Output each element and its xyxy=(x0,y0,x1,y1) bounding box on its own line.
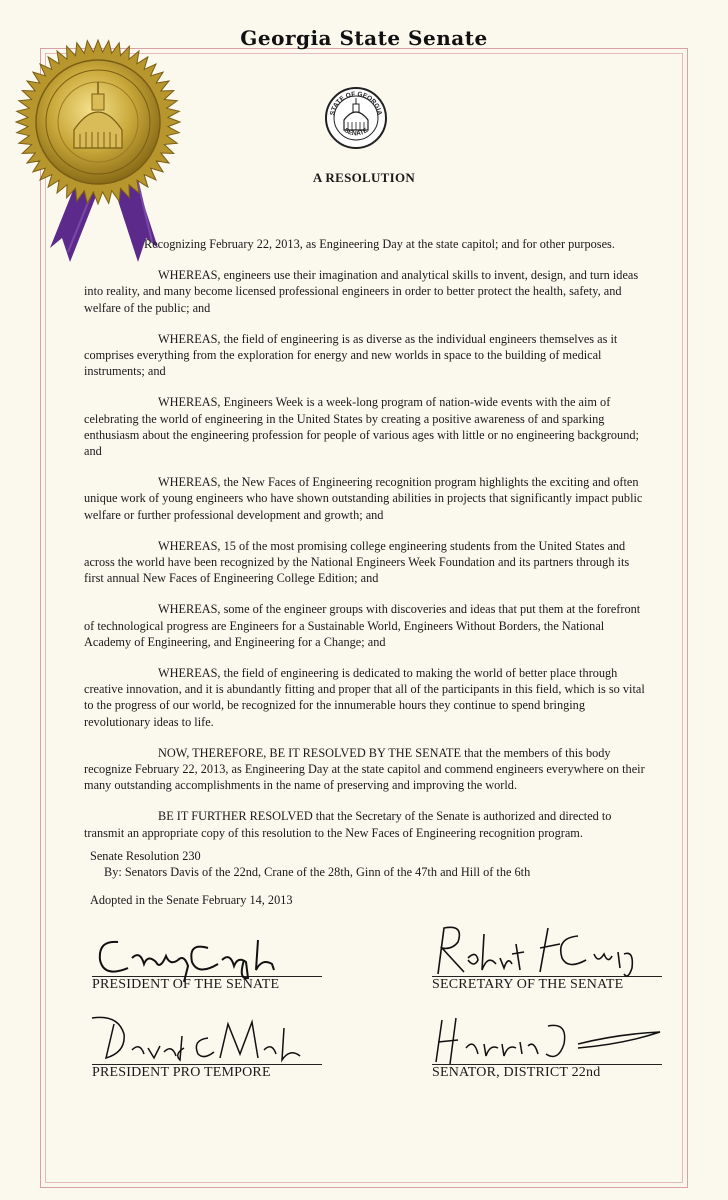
handwritten-signature-icon xyxy=(88,1004,328,1074)
pro-tempore-signature-block xyxy=(92,1064,322,1081)
secretary-signature-block xyxy=(432,976,662,993)
senate-seal-icon xyxy=(324,86,388,150)
resolution-heading: A RESOLUTION xyxy=(312,170,416,185)
resolution-paragraph: WHEREAS, the field of engineering is dedicated to making the world of better place through creative innovation, and it is abundantly fitting and proper that all of the participants in this field, which is so vital to the progress of our world, be recognized for the innumerable hours they continue to spend bringing revolutionary ideas to life. xyxy=(84,666,645,729)
resolution-paragraph: WHEREAS, engineers use their imagination and analytical skills to invent, design, and turn ideas into reality, and many become licensed professional engineers in order to better protect the health, safety, and welfare of the public; and xyxy=(84,268,639,315)
resolution-paragraph: BE IT FURTHER RESOLVED that the Secretary of the Senate is authorized and directed to transmit an appropriate copy of this resolution to the New Faces of Engineering recognition program. xyxy=(84,809,612,840)
resolution-paragraph: NOW, THEREFORE, BE IT RESOLVED BY THE SENATE that the members of this body recognize February 22, 2013, as Engineering Day at the state capitol and commend engineers everywhere on their many outstanding accomplishments in the name of preserving and improving the world. xyxy=(84,745,645,793)
resolution-body xyxy=(84,236,650,856)
secretary-title: SECRETARY OF THE SENATE xyxy=(432,977,624,992)
resolution-sponsors: By: Senators Davis of the 22nd, Crane of the 28th, Ginn of the 47th and Hill of the 6th xyxy=(104,865,531,879)
handwritten-signature-icon xyxy=(88,920,328,990)
resolution-number: Senate Resolution 230 xyxy=(90,849,201,863)
handwritten-signature-icon xyxy=(428,914,668,984)
pro-tempore-title: PRESIDENT PRO TEMPORE xyxy=(92,1065,271,1080)
president-title: PRESIDENT OF THE SENATE xyxy=(92,977,280,992)
resolution-paragraph: WHEREAS, 15 of the most promising college engineering students from the United States and across the world have been recognized by the National Engineers Week Foundation and its partners through its first annual New Faces of Engineering College Edition; and xyxy=(84,538,630,586)
senator-title: SENATOR, DISTRICT 22nd xyxy=(432,1065,601,1080)
seal-text-top: STATE OF GEORGIA xyxy=(329,90,383,117)
resolution-paragraph: WHEREAS, the field of engineering is as diverse as the individual engineers themselves as it comprises everything from the exploration for energy and new worlds in space to the building of medical instruments; and xyxy=(84,331,618,379)
page-title: Georgia State Senate xyxy=(240,26,488,50)
seal-text-bottom: SENATE xyxy=(342,127,370,138)
resolution-paragraph: WHEREAS, Engineers Week is a week-long program of nation-wide events with the aim of celebrating the world of engineering in the United States by creating a positive awareness of and sparking enthusiasm about the engineering profession for people of various ages with little or no engineering background; and xyxy=(84,395,639,459)
handwritten-signature-icon xyxy=(428,1004,668,1074)
resolution-paragraph: WHEREAS, the New Faces of Engineering recognition program highlights the exciting and often unique work of young engineers who have shown outstanding abilities in projects that significantly impact public welfare or further professional development and growth; and xyxy=(84,475,643,522)
adopted-date: Adopted in the Senate February 14, 2013 xyxy=(90,893,293,907)
resolution-paragraph: WHEREAS, some of the engineer groups with discoveries and ideas that put them at the forefront of technological progress are Engineers for a Sustainable World, Engineers Without Borders, the National Academy of Engineering, and Engineering for a Change; and xyxy=(84,602,641,649)
president-signature-block xyxy=(92,976,322,993)
senator-signature-block xyxy=(432,1064,662,1081)
resolution-paragraph: Recognizing February 22, 2013, as Engineering Day at the state capitol; and for other purposes. xyxy=(144,237,615,251)
